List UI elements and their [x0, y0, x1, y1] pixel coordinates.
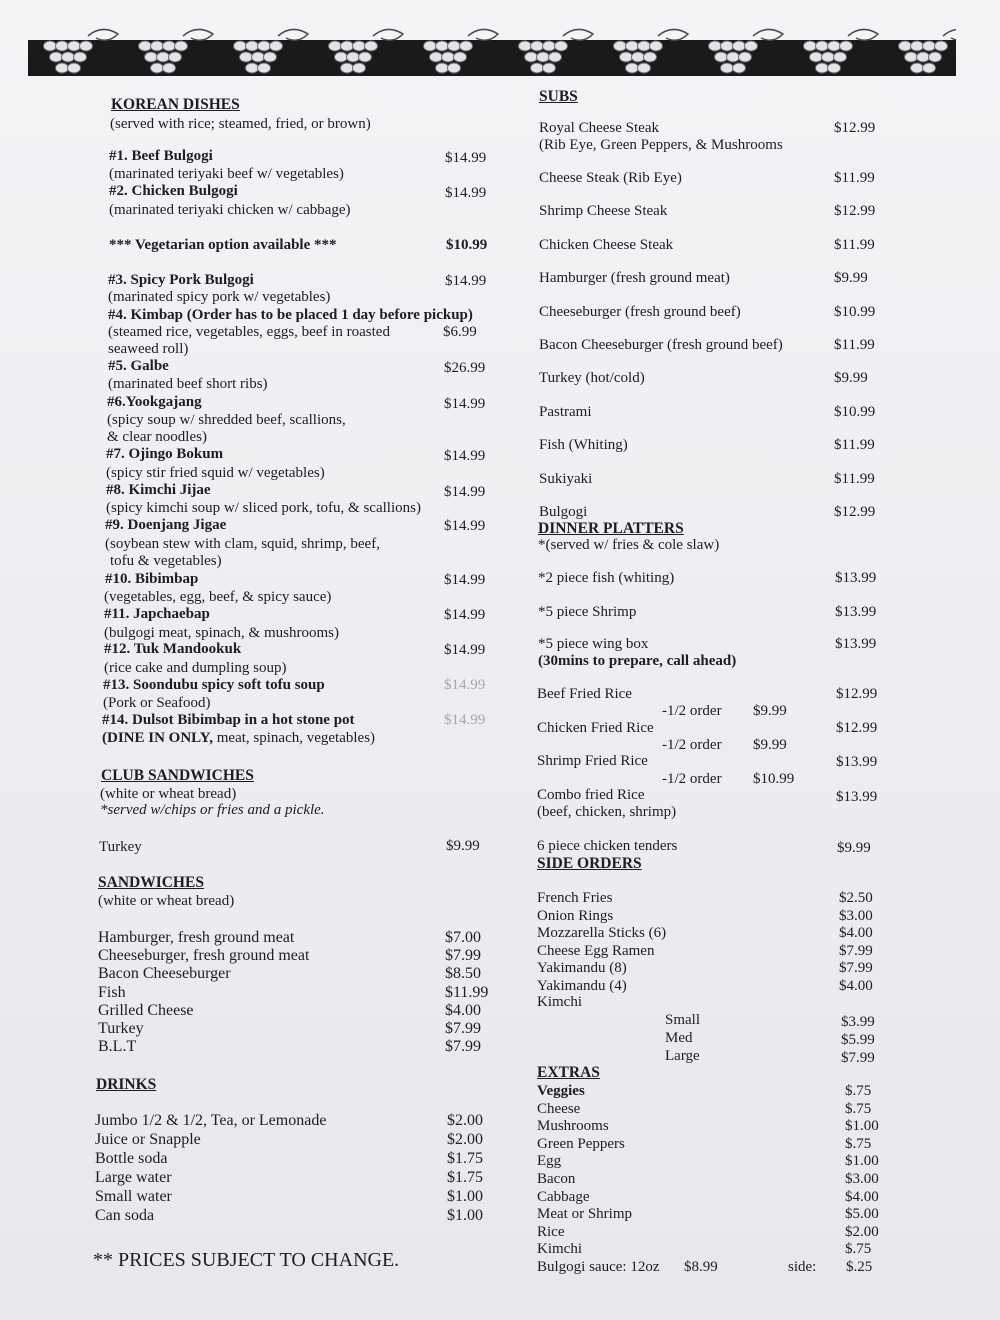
grape-icon [721, 63, 734, 73]
menu-item-name: Kimchi [537, 994, 582, 1010]
grape-icon [460, 41, 473, 51]
menu-item-name: Green Peppers [537, 1135, 625, 1152]
grape-icon [436, 63, 449, 73]
grape-icon [347, 52, 360, 62]
menu-item-price: $14.99 [444, 518, 486, 534]
dinner-platters-heading: DINNER PLATTERS [538, 520, 684, 537]
menu-item-desc: & clear noodles) [107, 429, 207, 445]
menu-item-name: Shrimp Fried Rice [537, 753, 648, 769]
menu-item-price: $1.00 [845, 1153, 879, 1170]
menu-item-desc: (steamed rice, vegetables, eggs, beef in roasted [108, 324, 390, 340]
menu-item-price: $4.00 [445, 1001, 481, 1019]
menu-item-price: $14.99 [445, 185, 487, 201]
menu-item-name: Chicken Fried Rice [537, 720, 654, 736]
grape-icon [80, 41, 93, 51]
grape-icon [234, 41, 247, 51]
subs-heading: SUBS [539, 88, 578, 105]
drinks-heading: DRINKS [96, 1076, 157, 1093]
menu-item-price: $3.00 [839, 907, 873, 924]
grape-icon [341, 63, 354, 73]
grape-icon [816, 41, 829, 51]
grape-icon [626, 41, 639, 51]
dulsot-desc-rest: meat, spinach, vegetables) [216, 730, 376, 746]
menu-item-name: Jumbo 1/2 & 1/2, Tea, or Lemonade [95, 1112, 327, 1129]
grape-icon [531, 63, 544, 73]
menu-item-name: Hamburger (fresh ground meat) [539, 270, 730, 287]
menu-item-name: #9. Doenjang Jigae [105, 517, 227, 533]
grape-icon [353, 41, 366, 51]
vine-icon [848, 29, 878, 40]
vine-icon [468, 29, 498, 40]
grape-icon [739, 52, 752, 62]
grape-icon [917, 52, 930, 62]
menu-item-name: Pastrami [539, 403, 592, 420]
menu-item-name: #7. Ojingo Bokum [106, 446, 224, 462]
menu-item-desc: (beef, chicken, shrimp) [537, 804, 677, 820]
grape-icon [923, 41, 936, 51]
grape-icon [543, 41, 556, 51]
menu-item-price: $9.99 [446, 838, 480, 854]
menu-item-price: $1.00 [447, 1188, 483, 1205]
grape-icon [157, 52, 170, 62]
menu-item-price: $11.99 [834, 470, 875, 487]
side-label: side: [788, 1259, 817, 1275]
grape-icon [424, 41, 437, 51]
grape-icon [840, 41, 853, 51]
menu-item-price: $1.00 [845, 1118, 879, 1135]
menu-item-name: Mushrooms [537, 1118, 609, 1135]
menu-item-price: $13.99 [835, 570, 877, 586]
menu-item-price: $4.00 [839, 925, 873, 942]
menu-item-price: $1.75 [447, 1150, 483, 1167]
grape-icon [163, 63, 176, 73]
grape-icon [626, 63, 639, 73]
menu-item-price: $1.00 [447, 1207, 483, 1224]
grape-icon [454, 52, 467, 62]
grape-icon [650, 41, 663, 51]
menu-item-price: $13.99 [835, 636, 877, 652]
grape-icon [430, 52, 443, 62]
menu-item-desc: tofu & vegetables) [110, 553, 222, 569]
menu-item-price: $7.99 [445, 1038, 481, 1056]
menu-item-name: #11. Japchaebap [104, 606, 210, 622]
prices-notice: ** PRICES SUBJECT TO CHANGE. [93, 1249, 400, 1271]
menu-item-name: Hamburger, fresh ground meat [98, 929, 295, 946]
menu-item-price: $14.99 [444, 607, 486, 623]
menu-item-price: $10.99 [834, 303, 876, 320]
menu-item-price: $11.99 [834, 437, 875, 454]
menu-item-price: $.75 [845, 1100, 872, 1117]
club-note: *served w/chips or fries and a pickle. [100, 802, 325, 818]
grape-icon [543, 63, 556, 73]
grape-icon [555, 41, 568, 51]
menu-item-price: $14.99 [444, 448, 486, 464]
grape-icon [74, 52, 87, 62]
korean-dishes-heading: KOREAN DISHES [111, 96, 240, 113]
menu-item-name: #8. Kimchi Jijae [106, 482, 211, 498]
grape-icon [365, 41, 378, 51]
grape-icon [620, 52, 633, 62]
grape-icon [614, 41, 627, 51]
kimchi-size-price: $5.99 [841, 1032, 875, 1048]
club-sandwiches-heading: CLUB SANDWICHES [101, 767, 254, 784]
menu-item-price: $12.99 [836, 686, 878, 702]
grape-icon [905, 52, 918, 62]
menu-item-note: (30mins to prepare, call ahead) [538, 653, 737, 669]
menu-item-name: Fish (Whiting) [539, 437, 628, 454]
menu-item-price: $14.99 [445, 150, 487, 166]
platters-note: *(served w/ fries & cole slaw) [538, 537, 720, 553]
vine-icon [373, 29, 403, 40]
menu-item-desc: (marinated spicy pork w/ vegetables) [108, 289, 331, 305]
grape-icon [335, 52, 348, 62]
grape-vine-banner [28, 22, 956, 94]
menu-item-name: Cheese Steak (Rib Eye) [539, 170, 682, 186]
menu-item-name: French Fries [537, 890, 613, 906]
menu-item-name: #2. Chicken Bulgogi [109, 183, 238, 199]
menu-item-price: $6.99 [443, 324, 477, 340]
menu-item-price: $4.00 [845, 1188, 879, 1205]
menu-item-name: Can soda [95, 1207, 155, 1224]
menu-item-name: Onion Rings [537, 907, 614, 924]
menu-item-name: Large water [95, 1169, 172, 1186]
menu-item-name: #1. Beef Bulgogi [109, 148, 213, 164]
grape-icon [733, 63, 746, 73]
menu-item-desc: (spicy kimchi soup w/ sliced pork, tofu, & scallions) [106, 500, 421, 516]
menu-item-desc: (Rib Eye, Green Peppers, & Mushrooms [539, 137, 783, 153]
menu-item-desc: (spicy soup w/ shredded beef, scallions, [107, 412, 346, 428]
grape-icon [169, 52, 182, 62]
grape-icon [727, 52, 740, 62]
menu-item-name: Small water [95, 1188, 172, 1205]
menu-item-price: $14.99 [444, 572, 486, 588]
grape-icon [519, 41, 532, 51]
menu-item-price: $14.99 [445, 273, 487, 289]
menu-item-name: Cheeseburger, fresh ground meat [98, 947, 310, 965]
menu-item-name: Royal Cheese Steak [539, 120, 659, 136]
menu-item-name: Chicken Cheese Steak [539, 236, 674, 253]
vegetarian-option: *** Vegetarian option available *** [109, 237, 337, 253]
menu-item-desc: (marinated beef short ribs) [108, 376, 268, 392]
menu-item-price: $11.99 [445, 983, 489, 1001]
menu-item-price: $14.99 [444, 642, 486, 658]
menu-item-desc: (rice cake and dumpling soup) [104, 660, 287, 676]
vine-icon [88, 29, 118, 40]
kimchi-size-name: Large [665, 1048, 700, 1064]
menu-item-name: Bottle soda [95, 1150, 168, 1167]
sandwiches-heading: SANDWICHES [98, 874, 204, 891]
menu-item-desc [102, 730, 375, 747]
grape-icon [68, 41, 81, 51]
grape-icon [270, 41, 283, 51]
menu-item-price: $26.99 [444, 360, 486, 376]
menu-item-name: Grilled Cheese [98, 1001, 194, 1019]
grape-icon [240, 52, 253, 62]
menu-item-desc: (marinated teriyaki chicken w/ cabbage) [109, 202, 351, 218]
menu-item-name: Bacon Cheeseburger [98, 965, 231, 983]
grape-icon [745, 41, 758, 51]
grape-icon [442, 52, 455, 62]
grape-icon [175, 41, 188, 51]
menu-item-price: $4.00 [839, 978, 873, 994]
grape-icon [359, 52, 372, 62]
korean-note: (served with rice; steamed, fried, or brown) [110, 116, 371, 132]
grape-icon [436, 41, 449, 51]
grape-icon [145, 52, 158, 62]
menu-item-price: $.25 [846, 1259, 873, 1275]
grape-icon [709, 41, 722, 51]
grape-icon [721, 41, 734, 51]
menu-item-price: $10.99 [834, 403, 876, 420]
menu-item-name: Bacon [537, 1171, 576, 1187]
grape-icon [638, 63, 651, 73]
grape-icon [353, 63, 366, 73]
menu-item-desc: seaweed roll) [108, 341, 189, 357]
menu-item-price: $2.00 [845, 1223, 879, 1240]
grape-icon [341, 41, 354, 51]
grape-icon [264, 52, 277, 62]
grape-icon [151, 63, 164, 73]
menu-item-price: $2.00 [447, 1131, 483, 1148]
grape-icon [448, 63, 461, 73]
club-note: (white or wheat bread) [100, 786, 237, 802]
grape-icon [822, 52, 835, 62]
side-orders-heading: SIDE ORDERS [537, 855, 642, 872]
grape-icon [50, 52, 63, 62]
menu-item-price: $2.00 [447, 1112, 483, 1129]
grape-icon [163, 41, 176, 51]
menu-item-price: $14.99 [444, 484, 486, 500]
grape-icon [828, 63, 841, 73]
kimchi-size-name: Small [665, 1012, 701, 1028]
kimchi-size-price: $7.99 [841, 1050, 875, 1066]
menu-item-name: #14. Dulsot Bibimbap in a hot stone pot [102, 712, 355, 728]
vine-icon [183, 29, 213, 40]
menu-item-name: #3. Spicy Pork Bulgogi [108, 272, 254, 288]
grape-icon [638, 41, 651, 51]
grape-icon [923, 63, 936, 73]
menu-item-desc: (spicy stir fried squid w/ vegetables) [106, 465, 325, 481]
grape-icon [899, 41, 912, 51]
grape-icon [834, 52, 847, 62]
menu-item-name: Turkey [99, 839, 142, 855]
menu-item-price: $14.99 [444, 712, 486, 728]
menu-item-price: $.75 [845, 1083, 872, 1099]
menu-item-desc: (soybean stew with clam, squid, shrimp, beef, [105, 536, 380, 552]
menu-item-name: Cheese [537, 1100, 581, 1117]
menu-item-desc: (Pork or Seafood) [103, 695, 211, 711]
grape-icon [62, 52, 75, 62]
menu-item-price: $12.99 [836, 720, 878, 736]
grape-icon [258, 63, 271, 73]
menu-item-name: *2 piece fish (whiting) [538, 570, 675, 586]
grape-icon [329, 41, 342, 51]
menu-item-name: #12. Tuk Mandookuk [104, 641, 242, 657]
menu-item-name: Veggies [537, 1083, 585, 1099]
menu-item-price: $7.99 [839, 942, 873, 959]
grape-icon [733, 41, 746, 51]
menu-item-price: $14.99 [444, 396, 486, 412]
menu-item-name: Cheese Egg Ramen [537, 942, 655, 959]
grape-icon [44, 41, 57, 51]
menu-item-price: $2.50 [839, 890, 873, 906]
menu-item-price: $8.99 [684, 1259, 718, 1275]
menu-item-desc: (marinated teriyaki beef w/ vegetables) [109, 166, 344, 182]
menu-item-price: $14.99 [444, 677, 486, 693]
half-order-price: $9.99 [753, 703, 787, 719]
grape-icon [537, 52, 550, 62]
kimchi-size-price: $3.99 [841, 1014, 875, 1030]
menu-item-name: #13. Soondubu spicy soft tofu soup [103, 677, 325, 693]
grape-icon [816, 63, 829, 73]
menu-item-price: $12.99 [834, 120, 876, 136]
menu-item-name: Yakimandu (8) [537, 960, 627, 977]
grape-icon [929, 52, 942, 62]
menu-item-price: $11.99 [834, 337, 875, 353]
menu-item-price: $9.99 [837, 840, 871, 856]
half-order-price: $10.99 [753, 771, 795, 787]
menu-item-name: Rice [537, 1223, 565, 1240]
grape-icon [56, 63, 69, 73]
grape-icon [525, 52, 538, 62]
vine-icon [753, 29, 783, 40]
menu-item-price: $9.99 [834, 270, 868, 287]
menu-item-name: #4. Kimbap (Order has to be placed 1 day before pickup) [108, 307, 473, 323]
menu-item-name: 6 piece chicken tenders [537, 838, 678, 854]
menu-item-price: $.75 [845, 1241, 872, 1258]
grape-icon [246, 41, 259, 51]
dine-in-only: (DINE IN ONLY, [102, 730, 214, 746]
grape-icon [911, 63, 924, 73]
menu-item-name: Kimchi [537, 1241, 582, 1258]
menu-item-name: B.L.T [98, 1038, 137, 1056]
grape-icon [531, 41, 544, 51]
half-order-label: -1/2 order [662, 703, 722, 719]
vegetarian-price: $10.99 [446, 237, 488, 253]
menu-item-desc: (bulgogi meat, spinach, & mushrooms) [104, 625, 339, 641]
menu-item-name: Juice or Snapple [95, 1131, 201, 1148]
menu-item-price: $5.00 [845, 1206, 879, 1223]
menu-item-price: $13.99 [836, 754, 878, 770]
half-order-label: -1/2 order [662, 771, 722, 787]
grape-icon [448, 41, 461, 51]
grape-icon [810, 52, 823, 62]
menu-item-name: Shrimp Cheese Steak [539, 203, 668, 220]
menu-item-price: $11.99 [834, 170, 875, 186]
menu-item-price: $12.99 [834, 504, 876, 520]
menu-item-name: Turkey [98, 1020, 144, 1037]
menu-item-name: #5. Galbe [108, 358, 169, 374]
extras-heading: EXTRAS [537, 1064, 600, 1081]
menu-item-price: $3.00 [845, 1171, 879, 1187]
menu-item-price: $.75 [845, 1135, 872, 1152]
menu-item-name: Yakimandu (4) [537, 978, 627, 994]
menu-item-price: $9.99 [834, 370, 868, 387]
vine-icon [658, 29, 688, 40]
vine-icon [943, 29, 956, 40]
sandwiches-note: (white or wheat bread) [98, 893, 235, 909]
grape-icon [935, 41, 948, 51]
menu-item-price: $7.00 [445, 929, 481, 946]
menu-item-price: $13.99 [836, 789, 878, 805]
menu-item-name: Turkey (hot/cold) [539, 370, 645, 387]
grape-icon [911, 41, 924, 51]
menu-item-name: *5 piece wing box [538, 636, 649, 652]
menu-item-name: Egg [537, 1153, 562, 1170]
grape-icon [715, 52, 728, 62]
kimchi-size-name: Med [665, 1030, 693, 1046]
grape-icon [246, 63, 259, 73]
menu-item-name: Bulgogi [539, 504, 588, 520]
menu-item-name: Combo fried Rice [537, 787, 645, 803]
grape-icon [258, 41, 271, 51]
menu-item-price: $1.75 [447, 1169, 483, 1186]
grape-icon [139, 41, 152, 51]
menu-item-desc: (vegetables, egg, beef, & spicy sauce) [104, 589, 332, 605]
menu-item-name: Beef Fried Rice [537, 686, 632, 702]
grape-icon [632, 52, 645, 62]
menu-item-name: Sukiyaki [539, 470, 593, 487]
menu-item-name: Bacon Cheeseburger (fresh ground beef) [539, 337, 783, 353]
menu-item-name: #6.Yookgajang [107, 394, 202, 410]
vine-icon [563, 29, 593, 40]
grape-icon [68, 63, 81, 73]
grape-icon [549, 52, 562, 62]
menu-item-name: Meat or Shrimp [537, 1206, 632, 1223]
menu-item-name: Fish [98, 983, 126, 1001]
half-order-label: -1/2 order [662, 737, 722, 753]
grape-icon [804, 41, 817, 51]
menu-item-price: $7.99 [445, 1020, 481, 1037]
grape-icon [151, 41, 164, 51]
menu-item-name: Cheeseburger (fresh ground beef) [539, 303, 741, 320]
grape-icon [56, 41, 69, 51]
menu-item-name: Cabbage [537, 1188, 590, 1205]
menu-item-price: $7.99 [445, 947, 481, 965]
vine-icon [278, 29, 308, 40]
menu-item-name: *5 piece Shrimp [538, 604, 637, 620]
menu-item-price: $13.99 [835, 604, 877, 620]
menu-item-price: $7.99 [839, 960, 873, 977]
menu-item-price: $8.50 [445, 965, 481, 983]
grape-icon [644, 52, 657, 62]
menu-item-price: $11.99 [834, 236, 875, 253]
menu-item-name: #10. Bibimbap [105, 571, 199, 587]
menu-item-price: $12.99 [834, 203, 876, 220]
half-order-price: $9.99 [753, 737, 787, 753]
menu-item-name: Mozzarella Sticks (6) [537, 925, 667, 942]
grape-icon [828, 41, 841, 51]
grape-icon [252, 52, 265, 62]
menu-item-name: Bulgogi sauce: 12oz [537, 1259, 660, 1275]
